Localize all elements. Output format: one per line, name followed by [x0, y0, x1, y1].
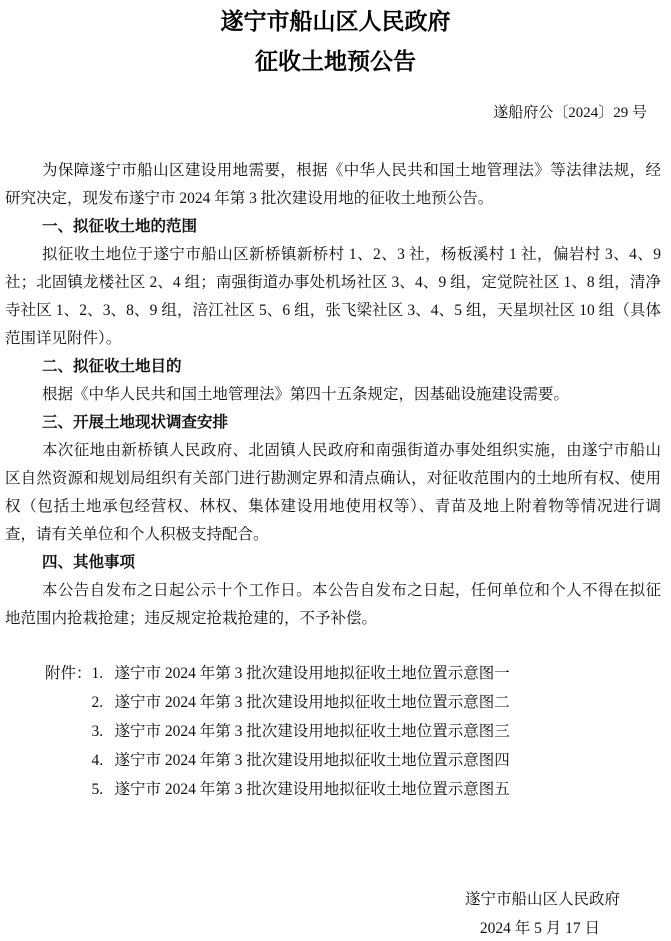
section-2-body: 根据《中华人民共和国土地管理法》第四十五条规定，因基础设施建设需要。 — [42, 386, 570, 403]
section-1-body: 拟征收土地位于遂宁市船山区新桥镇新桥村 1、2、3 社，杨板溪村 1 社，偏岩村 3、4、9 社；北固镇龙楼社区 2、4 组；南强街道办事处机场社区 3、4、9 组，定觉院社区 1、8 组，清净寺社区 1、2、3、8、9 组，涪江社区 5、6 组，张飞梁社区 3、4、5 组，天星坝社区 10 组（具体范围详见附件）。 — [5, 246, 661, 347]
attachment-item-5 — [92, 775, 661, 804]
section-heading-1: 一、拟征收土地的范围 — [42, 218, 198, 235]
attachment-item-2 — [92, 688, 661, 717]
attachment-number: 2. — [91, 694, 104, 711]
attachments-block — [0, 659, 671, 804]
document-title-line1: 遂宁市船山区人民政府 — [220, 9, 451, 34]
attachment-title: 遂宁市 2024 年第 3 批次建设用地拟征收土地位置示意图一 — [114, 665, 510, 682]
section-3-body: 本次征地由新桥镇人民政府、北固镇人民政府和南强街道办事处组织实施，由遂宁市船山区自然资源和规划局组织有关部门进行勘测定界和清点确认，对征收范围内的土地所有权、使用权（包括土地承包经营权、林权、集体建设用地使用权等）、青苗及地上附着物等情况进行调查，请有关单位和个人积极支持配合。 — [5, 442, 661, 543]
title-block — [0, 0, 671, 82]
paragraph-intro: 为保障遂宁市船山区建设用地需要，根据《中华人民共和国土地管理法》等法律法规，经研究决定，现发布遂宁市 2024 年第 3 批次建设用地的征收土地预公告。 — [5, 162, 661, 207]
attachment-title: 遂宁市 2024 年第 3 批次建设用地拟征收土地位置示意图二 — [114, 694, 510, 711]
attachment-number: 1. — [91, 665, 104, 682]
attachment-number: 4. — [91, 752, 104, 769]
attachment-item-1 — [92, 659, 661, 688]
attachment-title: 遂宁市 2024 年第 3 批次建设用地拟征收土地位置示意图五 — [114, 781, 510, 798]
document-title-line2: 征收土地预公告 — [255, 49, 416, 74]
attachments-label: 附件： — [45, 665, 92, 682]
section-heading-4: 四、其他事项 — [42, 554, 136, 571]
attachment-number: 5. — [91, 781, 104, 798]
attachment-title: 遂宁市 2024 年第 3 批次建设用地拟征收土地位置示意图三 — [114, 723, 510, 740]
document-number: 遂船府公〔2024〕29 号 — [493, 105, 647, 121]
attachment-number: 3. — [91, 723, 104, 740]
signature-block — [0, 885, 671, 941]
attachment-item-4 — [92, 746, 661, 775]
section-heading-3: 三、开展土地现状调查安排 — [42, 414, 229, 431]
section-4-body: 本公告自发布之日起公示十个工作日。本公告自发布之日起，任何单位和个人不得在拟征地范围内抢栽抢建；违反规定抢栽抢建的，不予补偿。 — [5, 582, 661, 627]
section-heading-2: 二、拟征收土地目的 — [42, 358, 182, 375]
signature-date: 2024 年 5 月 17 日 — [479, 920, 600, 937]
attachment-item-3 — [92, 717, 661, 746]
document-body — [0, 157, 671, 633]
signature-organization: 遂宁市船山区人民政府 — [464, 891, 620, 908]
attachments-list — [92, 659, 661, 804]
attachment-title: 遂宁市 2024 年第 3 批次建设用地拟征收土地位置示意图四 — [114, 752, 510, 769]
